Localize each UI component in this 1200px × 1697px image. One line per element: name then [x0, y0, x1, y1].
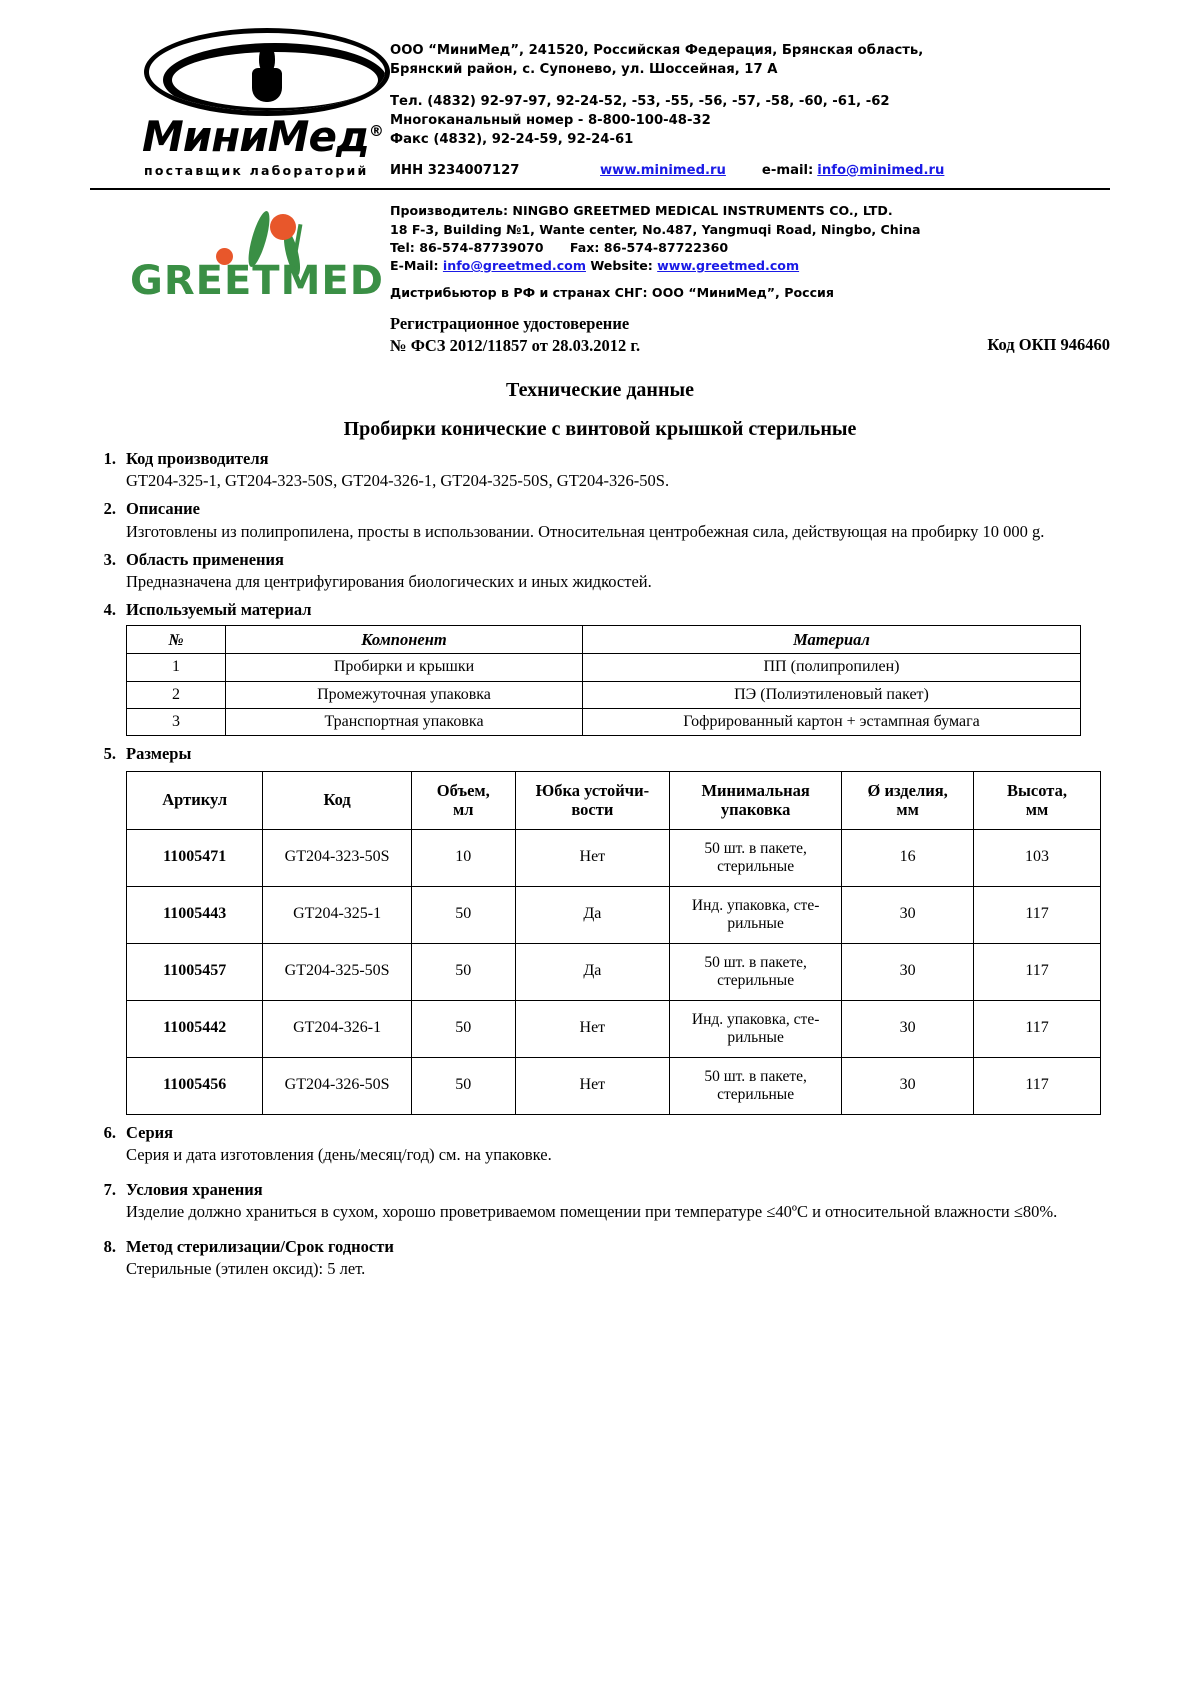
- cell-component: Транспортная упаковка: [226, 709, 583, 736]
- section-series: [90, 1122, 1110, 1165]
- cell-height: 117: [974, 886, 1101, 943]
- col-header-packaging-line1: Минимальная: [701, 780, 810, 800]
- section-sterilization-method: [90, 1236, 1110, 1279]
- greetmed-logo: [90, 196, 390, 314]
- table-row: [127, 1000, 1101, 1057]
- cell-number: 2: [127, 681, 226, 708]
- col-header-article: Артикул: [127, 771, 263, 829]
- col-header-diameter: [842, 771, 974, 829]
- cell-volume: 50: [411, 1000, 515, 1057]
- cell-code: GT204-325-50S: [263, 943, 411, 1000]
- col-header-packaging: [669, 771, 841, 829]
- manufacturer-address-line: 18 F-3, Building №1, Wante center, No.487, Yangmuqi Road, Ningbo, China: [390, 221, 921, 237]
- distributor-line: Дистрибьютор в РФ и странах СНГ: ООО “МиниМед”, Россия: [390, 285, 834, 301]
- col-header-height-line1: Высота,: [1007, 780, 1067, 800]
- cell-code: GT204-326-1: [263, 1000, 411, 1057]
- supplier-email-link[interactable]: info@minimed.ru: [817, 162, 945, 178]
- okp-code: Код ОКП 946460: [987, 334, 1110, 354]
- cell-packaging-line1: Инд. упаковка, сте-: [691, 1011, 820, 1029]
- section-heading: Область применения: [126, 549, 284, 569]
- col-header-volume-line1: Объем,: [436, 780, 490, 800]
- col-header-number: №: [127, 625, 226, 653]
- section-heading: Условия хранения: [126, 1179, 263, 1199]
- cell-diameter: 30: [842, 943, 974, 1000]
- cell-code: GT204-325-1: [263, 886, 411, 943]
- flame-icon: [259, 44, 275, 74]
- cell-volume: 10: [411, 829, 515, 886]
- cell-component: Промежуточная упаковка: [226, 681, 583, 708]
- col-header-component: Компонент: [226, 625, 583, 653]
- cell-packaging-line1: 50 шт. в пакете,: [704, 1068, 807, 1086]
- manufacturer-name-line: Производитель: NINGBO GREETMED MEDICAL INSTRUMENTS CO., LTD.: [390, 203, 893, 219]
- cell-diameter: 16: [842, 829, 974, 886]
- section-sizes: [90, 743, 1110, 1114]
- materials-table: [126, 625, 1081, 737]
- table-row: [127, 654, 1081, 681]
- cell-volume: 50: [411, 1057, 515, 1114]
- cell-code: GT204-323-50S: [263, 829, 411, 886]
- section-number: 7.: [103, 1179, 116, 1199]
- col-header-diameter-line2: мм: [896, 800, 919, 820]
- table-row: [127, 709, 1081, 736]
- manufacturer-website-label: Website:: [590, 258, 653, 274]
- section-manufacturer-code: [90, 448, 1110, 491]
- supplier-email-label: e-mail:: [761, 162, 814, 178]
- supplier-inn-row: [390, 162, 1110, 181]
- cell-packaging: [669, 886, 841, 943]
- cell-packaging-line2: стерильные: [717, 857, 795, 875]
- cell-height: 103: [974, 829, 1101, 886]
- cell-code: GT204-326-50S: [263, 1057, 411, 1114]
- section-storage-conditions: [90, 1179, 1110, 1222]
- col-header-skirt-line2: вости: [571, 800, 614, 820]
- cell-height: 117: [974, 943, 1101, 1000]
- section-text: GT204-325-1, GT204-323-50S, GT204-326-1, GT204-325-50S, GT204-326-50S.: [126, 471, 670, 491]
- col-header-height-line2: мм: [1025, 800, 1049, 820]
- cell-packaging-line2: стерильные: [717, 1085, 795, 1103]
- cell-packaging: [669, 1057, 841, 1114]
- cell-number: 3: [127, 709, 226, 736]
- cell-diameter: 30: [842, 886, 974, 943]
- section-number: 4.: [103, 599, 116, 619]
- col-header-volume-line2: мл: [453, 800, 474, 820]
- manufacturer-tel: Tel: 86-574-87739070: [390, 239, 544, 255]
- section-heading: Описание: [126, 499, 200, 519]
- cell-volume: 50: [411, 886, 515, 943]
- cell-packaging: [669, 829, 841, 886]
- minimed-logo-text: МиниМед: [142, 112, 369, 161]
- sizes-table: [126, 771, 1101, 1115]
- section-number: 6.: [103, 1122, 116, 1142]
- minimed-logo-tagline: поставщик лабораторий: [144, 163, 369, 178]
- registered-mark-icon: ®: [368, 122, 383, 140]
- supplier-inn: ИНН 3234007127: [390, 162, 520, 178]
- manufacturer-website-link[interactable]: www.greetmed.com: [657, 258, 800, 274]
- document-subtitle: Пробирки конические с винтовой крышкой стерильные: [343, 418, 857, 441]
- cell-skirt: Нет: [515, 829, 669, 886]
- cell-height: 117: [974, 1057, 1101, 1114]
- manufacturer-email-link[interactable]: info@greetmed.com: [442, 258, 586, 274]
- section-heading: Серия: [126, 1122, 174, 1142]
- supplier-phone-line: Тел. (4832) 92-97-97, 92-24-52, -53, -55, -56, -57, -58, -60, -61, -62: [390, 94, 890, 110]
- col-header-height: [974, 771, 1101, 829]
- table-row: [127, 1057, 1101, 1114]
- manufacturer-contact-block: [390, 196, 1110, 357]
- section-heading: Код производителя: [126, 449, 269, 469]
- cell-article: 11005456: [127, 1057, 263, 1114]
- table-row: [127, 886, 1101, 943]
- cell-article: 11005443: [127, 886, 263, 943]
- registration-line2: № ФСЗ 2012/11857 от 28.03.2012 г.: [390, 335, 641, 355]
- table-header-row: [127, 625, 1081, 653]
- col-header-code: Код: [263, 771, 411, 829]
- section-materials: [90, 599, 1110, 737]
- cell-article: 11005471: [127, 829, 263, 886]
- manufacturer-tel-fax-row: [390, 239, 1110, 257]
- minimed-logo: [90, 28, 390, 178]
- section-application-area: [90, 549, 1110, 592]
- cell-packaging-line2: рильные: [727, 914, 784, 932]
- cell-skirt: Нет: [515, 1057, 669, 1114]
- supplier-contact-block: [390, 28, 1110, 180]
- section-description: [90, 498, 1110, 541]
- section-number: 5.: [103, 744, 116, 764]
- cell-packaging-line1: 50 шт. в пакете,: [704, 840, 807, 858]
- section-number: 3.: [103, 549, 116, 569]
- section-text: Стерильные (этилен оксид): 5 лет.: [126, 1259, 366, 1279]
- cell-component: Пробирки и крышки: [226, 654, 583, 681]
- section-text: Предназначена для центрифугирования биологических и иных жидкостей.: [126, 571, 652, 591]
- section-text: Изготовлены из полипропилена, просты в использовании. Относительная центробежная сила, действующая на пробирку 10 000 g.: [126, 521, 1045, 541]
- cell-height: 117: [974, 1000, 1101, 1057]
- supplier-address-line1: ООО “МиниМед”, 241520, Российская Федерация, Брянская область,: [390, 43, 924, 58]
- cell-packaging-line1: 50 шт. в пакете,: [704, 954, 807, 972]
- section-heading: Метод стерилизации/Срок годности: [126, 1236, 394, 1256]
- cell-diameter: 30: [842, 1057, 974, 1114]
- cell-number: 1: [127, 654, 226, 681]
- minimed-logo-wordmark: [138, 112, 390, 161]
- supplier-header: [90, 28, 1110, 180]
- col-header-diameter-line1: Ø изделия,: [867, 780, 948, 800]
- cell-skirt: Да: [515, 886, 669, 943]
- section-text: Серия и дата изготовления (день/месяц/год) см. на упаковке.: [126, 1144, 552, 1164]
- col-header-volume: [411, 771, 515, 829]
- col-header-skirt: [515, 771, 669, 829]
- greetmed-logo-text: GREETMED: [130, 258, 384, 305]
- table-row: [127, 943, 1101, 1000]
- manufacturer-header: [90, 196, 1110, 357]
- registration-row: [390, 313, 1110, 358]
- cell-diameter: 30: [842, 1000, 974, 1057]
- section-number: 2.: [103, 499, 116, 519]
- minimed-emblem-icon: [144, 28, 390, 116]
- manufacturer-email-website-row: [390, 257, 1110, 275]
- cell-packaging-line1: Инд. упаковка, сте-: [691, 897, 820, 915]
- cell-skirt: Да: [515, 943, 669, 1000]
- table-row: [127, 681, 1081, 708]
- cell-material: ПЭ (Полиэтиленовый пакет): [583, 681, 1081, 708]
- section-text: Изделие должно храниться в сухом, хорошо проветриваемом помещении при температуре ≤40ºС и относительной влажности ≤80%.: [126, 1201, 1058, 1221]
- manufacturer-fax: Fax: 86-574-87722360: [569, 239, 729, 255]
- table-header-row: [127, 771, 1101, 829]
- cell-skirt: Нет: [515, 1000, 669, 1057]
- supplier-multichannel-line: Многоканальный номер - 8-800-100-48-32: [390, 113, 711, 129]
- document-title: Технические данные: [506, 379, 694, 402]
- supplier-address-line2: Брянский район, с. Супонево, ул. Шоссейная, 17 А: [390, 61, 778, 77]
- table-row: [127, 829, 1101, 886]
- header-divider: [90, 188, 1110, 190]
- section-number: 8.: [103, 1236, 116, 1256]
- cell-packaging-line2: стерильные: [717, 971, 795, 989]
- cell-article: 11005442: [127, 1000, 263, 1057]
- cell-packaging-line2: рильные: [727, 1028, 784, 1046]
- section-heading: Используемый материал: [126, 599, 312, 619]
- cell-article: 11005457: [127, 943, 263, 1000]
- supplier-fax-line: Факс (4832), 92-24-59, 92-24-61: [390, 131, 634, 147]
- cell-material: Гофрированный картон + эстампная бумага: [583, 709, 1081, 736]
- registration-line1: Регистрационное удостоверение: [390, 313, 630, 333]
- section-heading: Размеры: [126, 744, 192, 764]
- section-number: 1.: [103, 449, 116, 469]
- cell-volume: 50: [411, 943, 515, 1000]
- cell-material: ПП (полипропилен): [583, 654, 1081, 681]
- col-header-skirt-line1: Юбка устойчи-: [535, 780, 650, 800]
- col-header-packaging-line2: упаковка: [720, 800, 791, 820]
- manufacturer-email-label: E-Mail:: [390, 258, 439, 274]
- cell-packaging: [669, 943, 841, 1000]
- col-header-material: Материал: [583, 625, 1081, 653]
- supplier-website-link[interactable]: www.minimed.ru: [600, 162, 726, 178]
- cell-packaging: [669, 1000, 841, 1057]
